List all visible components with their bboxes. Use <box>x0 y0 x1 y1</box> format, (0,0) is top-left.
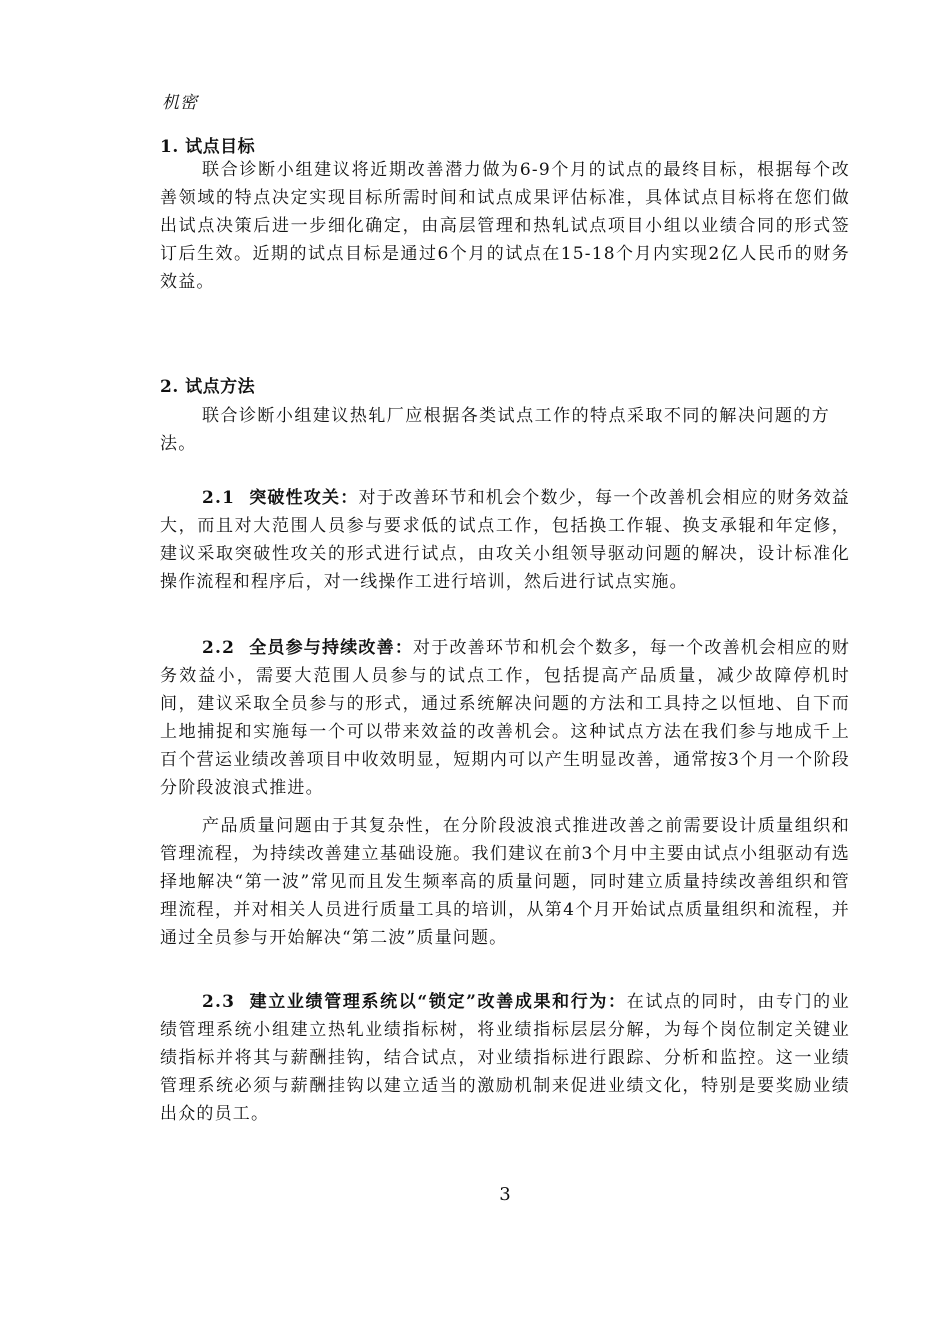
item-2-3-text: 在试点的同时，由专门的业绩管理系统小组建立热轧业绩指标树，将业绩指标层层分解，为每个岗位制定关键业绩指标并将其与薪酬挂钩，结合试点，对业绩指标进行跟踪、分析和监控。这一业绩管理系统必须与薪酬挂钩以建立适当的激励机制来促进业绩文化，特别是要奖励业绩出众的员工。 <box>160 992 850 1124</box>
section-1-paragraph: 联合诊断小组建议将近期改善潜力做为6-9个月的试点的最终目标，根据每个改善领域的特点决定实现目标所需时间和试点成果评估标准，具体试点目标将在您们做出试点决策后进一步细化确定，由高层管理和热轧试点项目小组以业绩合同的形式签订后生效。近期的试点目标是通过6个月的试点在15-18个月内实现2亿人民币的财务效益。 <box>160 160 850 292</box>
quality-paragraph: 产品质量问题由于其复杂性，在分阶段波浪式推进改善之前需要设计质量组织和管理流程，为持续改善建立基础设施。我们建议在前3个月中主要由试点小组驱动有选择地解决“第一波”常见而且发生频率高的质量问题，同时建立质量持续改善组织和管理流程，并对相关人员进行质量工具的培训，从第4个月开始试点质量组织和流程，并通过全员参与开始解决“第二波”质量问题。 <box>160 816 850 948</box>
section-1-heading: 1. 试点目标 <box>160 137 256 157</box>
item-2-2-text: 对于改善环节和机会个数多，每一个改善机会相应的财务效益小，需要大范围人员参与的试点工作，包括提高产品质量，减少故障停机时间，建议采取全员参与的形式，通过系统解决问题的方法和工具持之以恒地、自下而上地捕捉和实施每一个可以带来效益的改善机会。这种试点方法在我们参与地成千上百个营运业绩改善项目中收效明显，短期内可以产生明显改善，通常按3个月一个阶段分阶段波浪式推进。 <box>160 638 850 798</box>
item-2-1-number: 2.1 <box>202 488 236 508</box>
section-2-intro: 联合诊断小组建议热轧厂应根据各类试点工作的特点采取不同的解决问题的方法。 <box>160 406 830 454</box>
item-2-2 <box>160 634 850 802</box>
page-number: 3 <box>499 1184 511 1205</box>
item-2-2-number: 2.2 <box>202 638 236 658</box>
item-2-3 <box>160 988 850 1128</box>
item-2-3-number: 2.3 <box>202 992 236 1012</box>
item-2-1-title: 突破性攻关： <box>249 488 359 508</box>
item-2-3-title: 建立业绩管理系统以“锁定”改善成果和行为： <box>249 992 627 1012</box>
confidential-label: 机密 <box>162 93 198 113</box>
item-2-2-title: 全员参与持续改善： <box>249 638 414 658</box>
section-2-heading: 2. 试点方法 <box>160 377 256 397</box>
item-2-1 <box>160 484 850 596</box>
item-2-1-text: 对于改善环节和机会个数少，每一个改善机会相应的财务效益大，而且对大范围人员参与要求低的试点工作，包括换工作辊、换支承辊和年定修，建议采取突破性攻关的形式进行试点，由攻关小组领导驱动问题的解决，设计标准化操作流程和程序后，对一线操作工进行培训，然后进行试点实施。 <box>160 488 850 592</box>
